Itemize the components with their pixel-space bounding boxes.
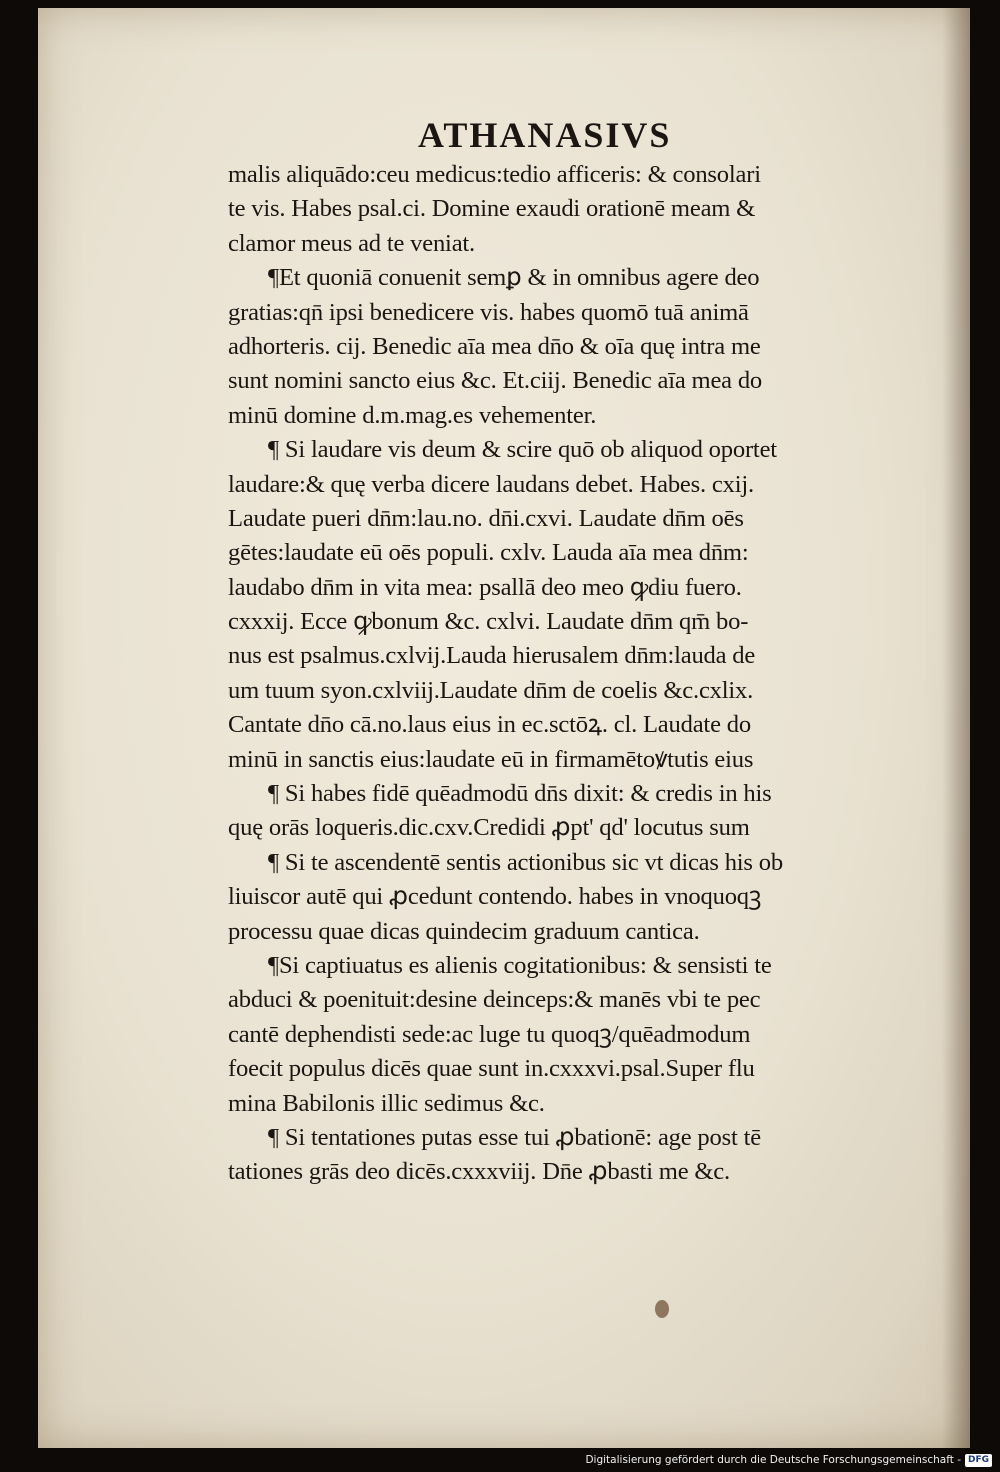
footer-credit-text: Digitalisierung gefördert durch die Deutsche Forschungsgemeinschaft - (585, 1454, 961, 1466)
text-line: gratias:qn̄ ipsi benedicere vis. habes quomō tuā animā (228, 298, 749, 326)
text-line: laudabo dn̄m in vita mea: psallā deo meo ꝙdiu fuero. (228, 573, 742, 601)
text-line: foecit populus dicēs quae sunt in.cxxxvi.psal.Super flu (228, 1055, 755, 1083)
text-line: processu quae dicas quindecim graduum cantica. (228, 917, 700, 945)
text-line: te vis. Habes psal.ci. Domine exaudi orationē meam & (228, 195, 756, 223)
text-lines (228, 158, 928, 1190)
text-line: minū domine d.m.mag.es vehementer. (228, 401, 597, 429)
text-line: mina Babilonis illic sedimus &c. (228, 1089, 545, 1117)
digitization-footer (585, 1452, 992, 1468)
dfg-logo-icon: DFG (965, 1454, 992, 1467)
text-block (228, 112, 928, 1190)
running-head: ATHANASIVS (418, 115, 672, 155)
text-line: Cantate dn̄o cā.no.laus eius in ec.sctōꝝ. cl. Laudate do (228, 711, 751, 739)
text-line: quę orās loqueris.dic.cxv.Credidi ꝓpt' qd' locutus sum (228, 814, 750, 842)
text-line: liuiscor autē qui ꝓcedunt contendo. habes in vnoquoqꝫ (228, 883, 762, 911)
text-line: gētes:laudate eū oēs populi. cxlv. Lauda aīa mea dn̄m: (228, 539, 749, 567)
text-line: minū in sanctis eius:laudate eū in firmamētoꝟtutis eius (228, 745, 754, 773)
text-line: adhorteris. cij. Benedic aīa mea dn̄o & oīa quę intra me (228, 332, 761, 360)
ink-spot (655, 1300, 669, 1318)
text-line: cantē dephendisti sede:ac luge tu quoqꝫ/quēadmodum (228, 1020, 751, 1048)
text-line: cxxxij. Ecce ꝙbonum &c. cxlvi. Laudate dn̄m qm̄ bo- (228, 608, 749, 636)
text-line: sunt nomini sancto eius &c. Et.ciij. Benedic aīa mea do (228, 367, 763, 395)
text-line: tationes grās deo dicēs.cxxxviij. Dn̄e ꝓbasti me &c. (228, 1158, 730, 1186)
text-line: ¶ Si te ascendentē sentis actionibus sic vt dicas his ob (268, 848, 783, 876)
text-line: clamor meus ad te veniat. (228, 229, 475, 257)
text-line: laudare:& quę verba dicere laudans debet. Habes. cxij. (228, 470, 754, 498)
text-line: ¶Et quoniā conuenit semꝑ & in omnibus agere deo (268, 264, 760, 292)
text-line: Laudate pueri dn̄m:lau.no. dn̄i.cxvi. Laudate dn̄m oēs (228, 504, 744, 532)
text-line: ¶Si captiuatus es alienis cogitationibus: & sensisti te (268, 951, 772, 979)
text-line: um tuum syon.cxlviij.Laudate dn̄m de coelis &c.cxlix. (228, 676, 754, 704)
text-line: ¶ Si tentationes putas esse tui ꝓbationē: age post tē (268, 1123, 761, 1151)
text-line: ¶ Si laudare vis deum & scire quō ob aliquod oportet (268, 436, 777, 464)
text-line: nus est psalmus.cxlvij.Lauda hierusalem dn̄m:lauda de (228, 642, 756, 670)
gutter-shadow (942, 8, 970, 1448)
text-line: abduci & poenituit:desine deinceps:& manēs vbi te pec (228, 986, 761, 1014)
text-line: malis aliquādo:ceu medicus:tedio afficeris: & consolari (228, 161, 761, 188)
text-line: ¶ Si habes fidē quēadmodū dn̄s dixit: & credis in his (268, 780, 772, 808)
